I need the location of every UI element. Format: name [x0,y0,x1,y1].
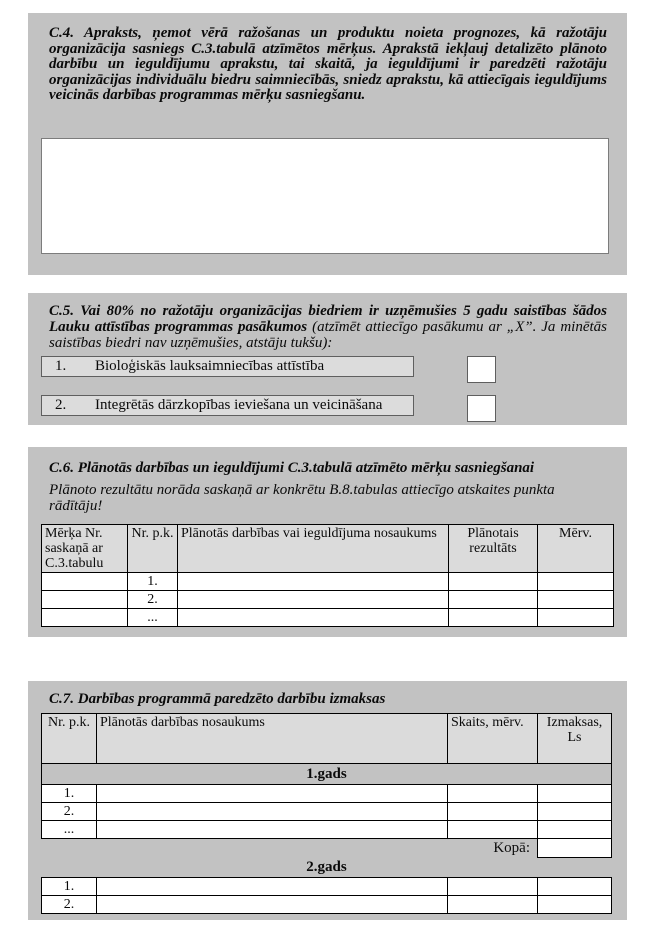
c4-heading: C.4. Apraksts, ņemot vērā ražošanas un produktu noieta prognozes, kā ražotāju organizācija sasniegs C.3.tabulā atzīmētos mērķus. Aprakstā iekļauj detalizēto plānoto darbību un ieguldījumu aprakstu, tai skaitā, ja ieguldījumi ir paredzēti ražotāju organizācijas individuālu biedru saimniecībās, sniedz aprakstu, kā attiecīgais ieguldījums veicinās darbības programmas mērķu sasniegšanu. [49,25,607,103]
c7-y2-row1-number: 1. [42,878,97,896]
c6-row3-merkis-cell[interactable] [42,609,128,627]
c7-header-izmaksas: Izmaksas, Ls [538,714,612,764]
c7-y1-row3-nosaukums-cell[interactable] [97,821,448,839]
c6-row2-rezultats-cell[interactable] [449,591,538,609]
c6-row3-nosaukums-cell[interactable] [178,609,449,627]
c7-y1-row2-nosaukums-cell[interactable] [97,803,448,821]
c5-option-1-number: 1. [55,358,67,374]
c7-y2-row2-izmaksas-cell[interactable] [538,896,612,914]
c7-y1-row3-number: ... [42,821,97,839]
c7-y2-row2-nosaukums-cell[interactable] [97,896,448,914]
c5-option-2-label: Integrētās dārzkopības ieviešana un veicināšana [95,397,383,413]
section-c5 [28,293,627,425]
c7-total-row [42,839,612,858]
c7-year2-label: 2.gads [42,858,612,878]
c6-note: Plānoto rezultātu norāda saskaņā ar konkrētu B.8.tabulas attiecīgo atskaites punkta rādītāju! [49,482,555,514]
c7-header-nosaukums: Plānotās darbības nosaukums [97,714,448,764]
c6-table-row-3 [42,609,614,627]
c7-year1-label: 1.gads [42,764,612,785]
c7-y1-row1-nosaukums-cell[interactable] [97,785,448,803]
c6-row3-number: ... [128,609,178,627]
c7-y2-row1-nosaukums-cell[interactable] [97,878,448,896]
c7-table-header-row [42,714,612,764]
c6-row1-merv-cell[interactable] [538,573,614,591]
c5-question-bold: C.5. Vai 80% no ražotāju organizācijas biedriem ir uzņēmušies 5 gadu saistības šādos Lauku attīstības programmas pasākumos [49,303,607,335]
c6-row1-number: 1. [128,573,178,591]
c6-row3-merv-cell[interactable] [538,609,614,627]
c5-question [49,303,607,351]
c6-header-rezultats: Plānotais rezultāts [449,525,538,573]
c7-table [41,713,612,914]
c5-question-note: (atzīmēt attiecīgo pasākumu ar „X”. Ja minētās saistības biedri nav uzņēmušies, atstāju tukšu): [49,319,607,351]
c7-header-skaits: Skaits, mērv. [448,714,538,764]
c7-y1-row1-number: 1. [42,785,97,803]
c7-y2-row-2 [42,896,612,914]
c6-header-nosaukums: Plānotās darbības vai ieguldījuma nosaukums [178,525,449,573]
c7-y2-row-1 [42,878,612,896]
c7-y1-row3-izmaksas-cell[interactable] [538,821,612,839]
c6-row1-nosaukums-cell[interactable] [178,573,449,591]
c7-total-label: Kopā: [42,839,538,858]
c5-checkbox-2[interactable] [467,395,496,422]
c7-y1-row-2 [42,803,612,821]
c6-row2-merv-cell[interactable] [538,591,614,609]
c7-y2-row1-skaits-cell[interactable] [448,878,538,896]
c6-table-row-2 [42,591,614,609]
c4-answer-textbox[interactable] [41,138,609,254]
c6-row2-nosaukums-cell[interactable] [178,591,449,609]
c5-option-2 [41,395,414,416]
c7-year2-band [42,858,612,878]
c7-y2-row2-number: 2. [42,896,97,914]
c7-y1-row2-skaits-cell[interactable] [448,803,538,821]
c5-option-2-number: 2. [55,397,67,413]
c6-header-merv: Mērv. [538,525,614,573]
c6-row2-merkis-cell[interactable] [42,591,128,609]
c5-option-1-label: Bioloģiskās lauksaimniecības attīstība [95,358,325,374]
section-c7 [28,681,627,920]
c7-year1-band [42,764,612,785]
c7-y1-row3-skaits-cell[interactable] [448,821,538,839]
c6-table [41,524,614,627]
c6-row2-number: 2. [128,591,178,609]
c6-row1-rezultats-cell[interactable] [449,573,538,591]
section-c6 [28,447,627,637]
c7-heading: C.7. Darbības programmā paredzēto darbību izmaksas [49,691,386,707]
c6-row3-rezultats-cell[interactable] [449,609,538,627]
c6-table-header-row [42,525,614,573]
c7-y1-row2-izmaksas-cell[interactable] [538,803,612,821]
c7-total-value-cell[interactable] [538,839,612,858]
c5-option-1 [41,356,414,377]
c7-y2-row1-izmaksas-cell[interactable] [538,878,612,896]
c6-table-row-1 [42,573,614,591]
c7-header-nr-pk: Nr. p.k. [42,714,97,764]
c7-y1-row-1 [42,785,612,803]
c6-heading: C.6. Plānotās darbības un ieguldījumi C.3.tabulā atzīmēto mērķu sasniegšanai [49,460,535,476]
section-c4 [28,13,627,275]
c7-y1-row1-skaits-cell[interactable] [448,785,538,803]
c7-y2-row2-skaits-cell[interactable] [448,896,538,914]
c7-y1-row2-number: 2. [42,803,97,821]
c6-header-nr-pk: Nr. p.k. [128,525,178,573]
c7-y1-row1-izmaksas-cell[interactable] [538,785,612,803]
c5-checkbox-1[interactable] [467,356,496,383]
c6-row1-merkis-cell[interactable] [42,573,128,591]
c6-header-merka-nr: Mērķa Nr. saskaņā ar C.3.tabulu [42,525,128,573]
c7-y1-row-3 [42,821,612,839]
